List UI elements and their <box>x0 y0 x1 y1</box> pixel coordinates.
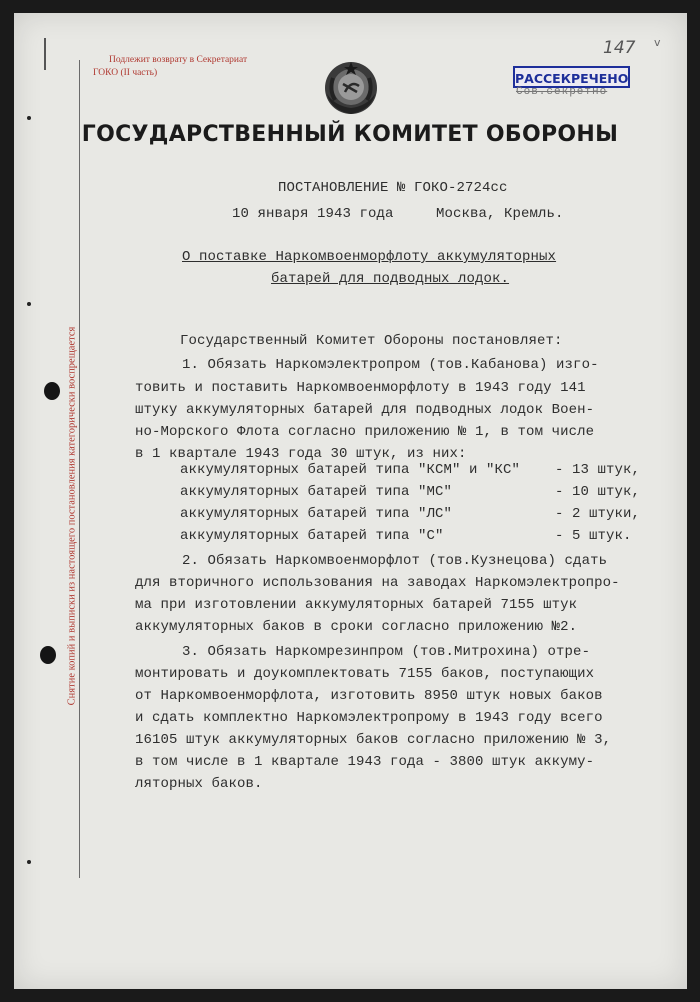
resolution-title: ПОСТАНОВЛЕНИЕ № ГОКО-2724сс <box>278 180 508 196</box>
date-place-line: 10 января 1943 года Москва, Кремль. <box>232 206 564 222</box>
preamble: Государственный Комитет Обороны постановляет: <box>180 333 563 349</box>
item1-line: штуку аккумуляторных батарей для подводных лодок Воен- <box>135 402 595 418</box>
committee-header: ГОСУДАРСТВЕННЫЙ КОМИТЕТ ОБОРОНЫ <box>81 122 619 147</box>
item3-line: ляторных баков. <box>135 776 263 792</box>
scan-speck <box>27 302 31 306</box>
document-page <box>14 13 687 989</box>
declassified-stamp: РАССЕКРЕЧЕНО <box>513 66 630 88</box>
battery-type-name: аккумуляторных батарей типа "ЛС" <box>180 506 453 522</box>
struck-classification <box>516 86 607 98</box>
folio-number: 147 <box>603 38 636 58</box>
ussr-emblem-icon <box>323 60 379 116</box>
item3-line: монтировать и доукомплектовать 7155 баков, поступающих <box>135 666 595 682</box>
return-stamp <box>93 54 247 80</box>
margin-restriction-note: Снятие копий и выписки из настоящего постановления категорически воспрещается <box>66 326 78 706</box>
scan-speck <box>27 860 31 864</box>
battery-type-qty: - 2 штуки, <box>555 506 641 522</box>
item2-line: для вторичного использования на заводах Наркомэлектропро- <box>135 575 620 591</box>
item3-line: 3. Обязать Наркомрезинпром (тов.Митрохина) отре- <box>182 644 591 660</box>
battery-type-name: аккумуляторных батарей типа "КСМ" и "КС" <box>180 462 521 478</box>
return-stamp-line1: Подлежит возврату в Секретариат <box>109 55 248 65</box>
item1-line: но-Морского Флота согласно приложению № 1, в том числе <box>135 424 595 440</box>
item1-line: товить и поставить Наркомвоенморфлоту в 1943 году 141 <box>135 380 586 396</box>
battery-type-name: аккумуляторных батарей типа "МС" <box>180 484 453 500</box>
subject-line-2: батарей для подводных лодок. <box>271 271 510 287</box>
battery-type-name: аккумуляторных батарей типа "С" <box>180 528 444 544</box>
item2-line: ма при изготовлении аккумуляторных батарей 7155 штук <box>135 597 578 613</box>
item2-line: аккумуляторных баков в сроки согласно приложению №2. <box>135 619 578 635</box>
struck-classification-text: Сов.секретно <box>516 86 608 98</box>
binding-hole-upper <box>44 382 60 400</box>
item3-line: в том числе в 1 квартале 1943 года - 3800 штук аккуму- <box>135 754 595 770</box>
subject-line-1: О поставке Наркомвоенморфлоту аккумуляторных <box>182 249 557 265</box>
battery-type-qty: - 5 штук. <box>555 528 632 544</box>
item1-line: в 1 квартале 1943 года 30 штук, из них: <box>135 446 467 462</box>
margin-tick <box>44 38 46 70</box>
item2-line: 2. Обязать Наркомвоенморфлот (тов.Кузнецова) сдать <box>182 553 608 569</box>
scan-speck <box>27 116 31 120</box>
binding-hole-lower <box>40 646 56 664</box>
item3-line: 16105 штук аккумуляторных баков согласно приложению № 3, <box>135 732 612 748</box>
item3-line: и сдать комплектно Наркомэлектропрому в 1943 году всего <box>135 710 603 726</box>
battery-type-qty: - 13 штук, <box>555 462 641 478</box>
return-stamp-line2: ГОКО (II часть) <box>93 68 158 78</box>
battery-type-qty: - 10 штук, <box>555 484 641 500</box>
item3-line: от Наркомвоенморфлота, изготовить 8950 штук новых баков <box>135 688 603 704</box>
item1-line: 1. Обязать Наркомэлектропром (тов.Кабанова) изго- <box>182 357 599 373</box>
margin-rule <box>79 60 80 878</box>
folio-check-mark: v <box>654 36 661 49</box>
